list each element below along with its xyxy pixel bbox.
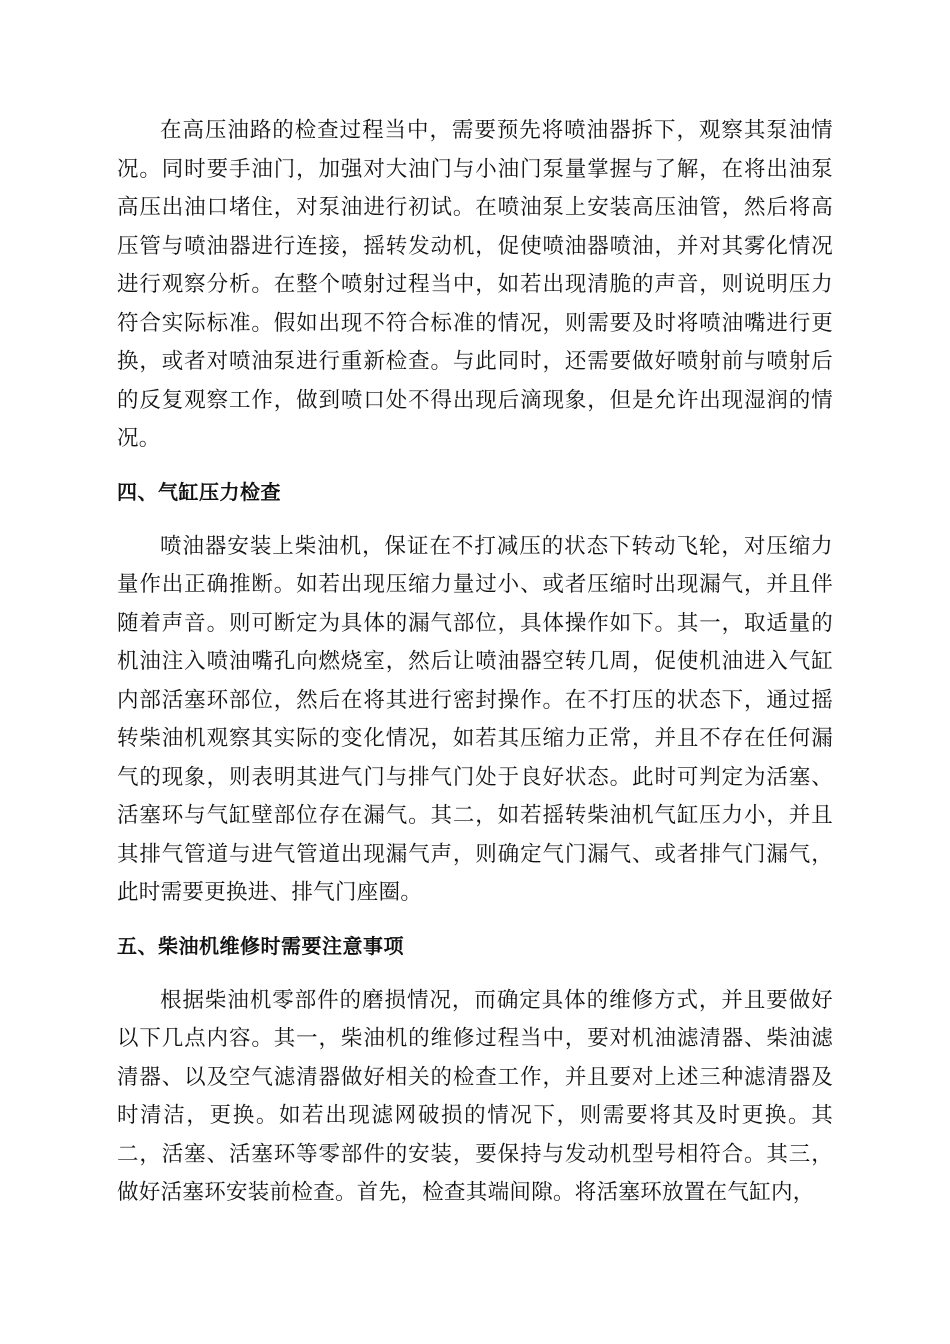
- paragraph-cylinder-pressure-check: 喷油器安装上柴油机，保证在不打减压的状态下转动飞轮，对压缩力量作出正确推断。如若出现压缩力量过小、或者压缩时出现漏气，并且伴随着声音。则可断定为具体的漏气部位，具体操作如下。其一，取适量的机油注入喷油嘴孔向燃烧室，然后让喷油器空转几周，促使机油进入气缸内部活塞环部位，然后在将其进行密封操作。在不打压的状态下，通过摇转柴油机观察其实际的变化情况，如若其压缩力正常，并且不存在任何漏气的现象，则表明其进气门与排气门处于良好状态。此时可判定为活塞、活塞环与气缸壁部位存在漏气。其二，如若摇转柴油机气缸压力小，并且其排气管道与进气管道出现漏气声，则确定气门漏气、或者排气门漏气，此时需要更换进、排气门座圈。: [117, 533, 833, 905]
- paragraph-maintenance-notes: 根据柴油机零部件的磨损情况，而确定具体的维修方式，并且要做好以下几点内容。其一，柴油机的维修过程当中，要对机油滤清器、柴油滤清器、以及空气滤清器做好相关的检查工作，并且要对上述三种滤清器及时清洁，更换。如若出现滤网破损的情况下，则需要将其及时更换。其二，活塞、活塞环等零部件的安装，要保持与发动机型号相符合。其三，做好活塞环安装前检查。首先，检查其端间隙。将活塞环放置在气缸内，: [117, 987, 833, 1205]
- paragraph-high-pressure-oil-check: 在高压油路的检查过程当中，需要预先将喷油器拆下，观察其泵油情况。同时要手油门，加强对大油门与小油门泵量掌握与了解，在将出油泵高压出油口堵住，对泵油进行初试。在喷油泵上安装高压油管，然后将高压管与喷油器进行连接，摇转发动机，促使喷油器喷油，并对其雾化情况进行观察分析。在整个喷射过程当中，如若出现清脆的声音，则说明压力符合实际标准。假如出现不符合标准的情况，则需要及时将喷油嘴进行更换，或者对喷油泵进行重新检查。与此同时，还需要做好喷射前与喷射后的反复观察工作，做到喷口处不得出现后滴现象，但是允许出现湿润的情况。: [117, 118, 833, 451]
- spacer: [117, 913, 833, 927]
- section-heading-maintenance-notes: 五、柴油机维修时需要注意事项: [117, 933, 404, 958]
- spacer: [117, 511, 833, 528]
- section-heading-cylinder-pressure: 四、气缸压力检查: [117, 479, 281, 504]
- spacer: [117, 459, 833, 473]
- spacer: [117, 965, 833, 982]
- document-page: [117, 112, 833, 1213]
